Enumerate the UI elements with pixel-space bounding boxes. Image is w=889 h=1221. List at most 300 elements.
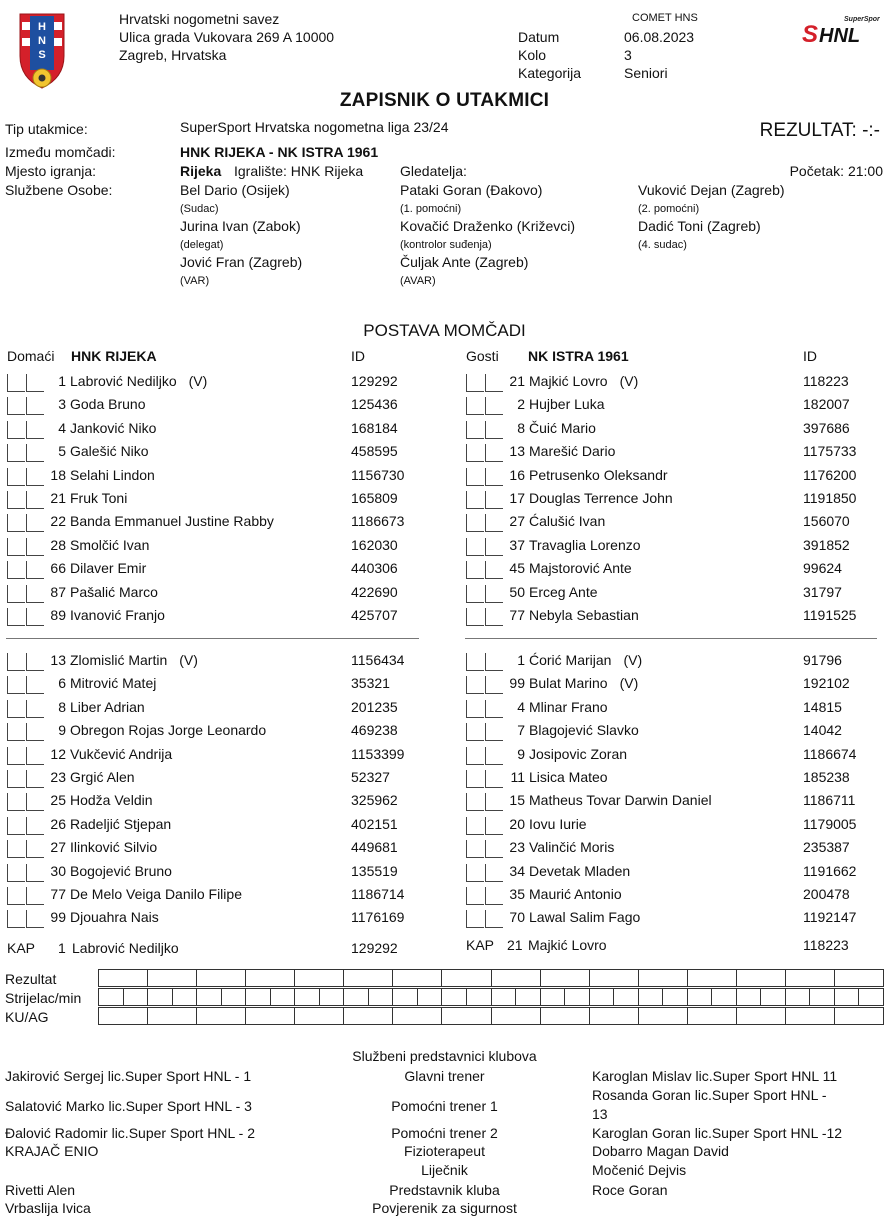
checkbox[interactable] bbox=[466, 585, 484, 603]
checkbox[interactable] bbox=[466, 561, 484, 579]
player-name-text: Vukčević Andrija bbox=[70, 745, 173, 762]
score-cell[interactable] bbox=[687, 970, 736, 987]
rep-away: Močenić Dejvis bbox=[592, 1162, 687, 1178]
player-name-text: Blagojević Slavko bbox=[529, 722, 639, 739]
player-name-text: Hodža Veldin bbox=[70, 792, 153, 809]
checkbox[interactable] bbox=[7, 608, 25, 626]
player-name-text: De Melo Veiga Danilo Filipe bbox=[70, 886, 242, 902]
sluzbene-label: Službene Osobe: bbox=[5, 182, 113, 198]
checkbox[interactable] bbox=[7, 491, 25, 509]
score-cell[interactable] bbox=[516, 989, 541, 1006]
checkbox[interactable] bbox=[466, 514, 484, 532]
score-cell[interactable] bbox=[785, 970, 834, 987]
player-name-text: Mlinar Frano bbox=[529, 698, 608, 715]
player-name bbox=[529, 373, 638, 389]
checkbox[interactable] bbox=[466, 910, 484, 928]
score-cell[interactable] bbox=[123, 989, 148, 1006]
player-number: 99 bbox=[509, 675, 525, 692]
player-number: 66 bbox=[50, 560, 66, 577]
pocetak: Početak: 21:00 bbox=[789, 163, 883, 179]
player-id: 200478 bbox=[803, 886, 850, 902]
goalkeeper-mark: (V) bbox=[619, 373, 639, 389]
score-cell[interactable] bbox=[148, 989, 173, 1006]
svg-text:H: H bbox=[38, 21, 46, 33]
rep-role: Glavni trener bbox=[404, 1068, 485, 1084]
player-name-text: Petrusenko Oleksandr bbox=[529, 466, 668, 483]
home-id-header: ID bbox=[351, 348, 365, 364]
score-cell[interactable] bbox=[295, 989, 320, 1006]
score-cell[interactable] bbox=[491, 989, 516, 1006]
player-name bbox=[529, 839, 614, 855]
player-id: 165809 bbox=[351, 490, 398, 506]
checkbox[interactable] bbox=[7, 793, 25, 811]
player-name-text: Labrović Nediljko bbox=[70, 373, 177, 389]
player-name bbox=[70, 909, 159, 925]
player-name-text: Pašalić Marco bbox=[70, 583, 158, 600]
official-role: (Sudac) bbox=[180, 203, 219, 215]
player-name bbox=[70, 675, 156, 691]
player-id: 391852 bbox=[803, 536, 850, 553]
player-id: 425707 bbox=[351, 607, 398, 623]
score-cell[interactable] bbox=[785, 989, 810, 1006]
player-name-text: Travaglia Lorenzo bbox=[529, 536, 641, 553]
player-name-text: Janković Niko bbox=[70, 419, 157, 436]
score-cell[interactable] bbox=[319, 989, 344, 1006]
checkbox[interactable] bbox=[466, 491, 484, 509]
player-name bbox=[70, 886, 242, 902]
score-cell[interactable] bbox=[99, 989, 124, 1006]
player-name-text: Matheus Tovar Darwin Daniel bbox=[529, 792, 712, 809]
player-name bbox=[70, 467, 155, 483]
divider bbox=[6, 638, 419, 639]
player-name-text: Josipovic Zoran bbox=[529, 745, 628, 762]
score-cell[interactable] bbox=[99, 970, 148, 987]
checkbox[interactable] bbox=[466, 538, 484, 556]
player-name-text: Obregon Rojas Jorge Leonardo bbox=[70, 722, 267, 739]
svg-text:S: S bbox=[802, 21, 819, 46]
away-kap-id: 118223 bbox=[803, 937, 849, 953]
score-cell[interactable] bbox=[614, 989, 639, 1006]
player-id: 14815 bbox=[803, 698, 842, 715]
score-cell[interactable] bbox=[736, 989, 761, 1006]
rep-away: Rosanda Goran lic.Super Sport HNL - bbox=[592, 1087, 827, 1103]
player-name bbox=[529, 607, 639, 623]
player-name bbox=[70, 769, 135, 785]
checkbox[interactable] bbox=[466, 676, 484, 694]
divider bbox=[465, 638, 877, 639]
igraliste: Igralište: HNK Rijeka bbox=[234, 163, 364, 179]
score-cell[interactable] bbox=[393, 989, 418, 1006]
rep-home: KRAJAČ ENIO bbox=[5, 1143, 99, 1159]
player-id: 1176200 bbox=[803, 466, 857, 483]
player-name-text: Majkić Lovro bbox=[529, 373, 608, 389]
player-id: 469238 bbox=[351, 722, 398, 739]
player-number: 34 bbox=[509, 862, 525, 879]
rep-home: Rivetti Alen bbox=[5, 1182, 76, 1198]
player-name bbox=[70, 699, 145, 715]
player-id: 1191525 bbox=[803, 607, 857, 623]
checkbox[interactable] bbox=[7, 840, 25, 858]
home-label: Domaći bbox=[7, 348, 55, 364]
checkbox[interactable] bbox=[466, 374, 484, 392]
score-cell[interactable] bbox=[859, 989, 884, 1006]
score-grid-table bbox=[98, 988, 884, 1006]
away-kap-number: 21 bbox=[507, 937, 523, 953]
checkbox[interactable] bbox=[7, 374, 25, 392]
player-name-text: Grgić Alen bbox=[70, 769, 135, 785]
player-id: 99624 bbox=[803, 560, 842, 577]
score-cell[interactable] bbox=[491, 970, 540, 987]
score-cell[interactable] bbox=[810, 989, 835, 1006]
checkbox[interactable] bbox=[466, 421, 484, 439]
player-name bbox=[70, 652, 198, 668]
player-id: 1156730 bbox=[351, 466, 405, 483]
player-number: 26 bbox=[50, 815, 66, 832]
checkbox[interactable] bbox=[466, 747, 484, 765]
score-cell[interactable] bbox=[417, 989, 442, 1006]
score-cell[interactable] bbox=[344, 970, 393, 987]
checkbox[interactable] bbox=[466, 608, 484, 626]
player-id: 1156434 bbox=[351, 652, 405, 668]
player-name bbox=[70, 746, 172, 762]
score-cell[interactable] bbox=[540, 970, 589, 987]
score-cell[interactable] bbox=[589, 989, 614, 1006]
rep-away: Dobarro Magan David bbox=[592, 1143, 729, 1159]
score-cell[interactable] bbox=[295, 970, 344, 987]
checkbox[interactable] bbox=[7, 561, 25, 579]
player-name-text: Goda Bruno bbox=[70, 396, 146, 413]
home-kap-label: KAP bbox=[7, 940, 36, 956]
score-cell[interactable] bbox=[393, 970, 442, 987]
tip-value: SuperSport Hrvatska nogometna liga 23/24 bbox=[180, 119, 449, 135]
score-cell[interactable] bbox=[834, 1008, 883, 1025]
checkbox[interactable] bbox=[466, 770, 484, 788]
away-id-header: ID bbox=[803, 348, 817, 364]
player-name-text: Smolčić Ivan bbox=[70, 536, 150, 553]
player-id: 1176169 bbox=[351, 909, 405, 926]
player-name bbox=[70, 863, 172, 879]
score-cell[interactable] bbox=[442, 1008, 491, 1025]
player-id: 1186673 bbox=[351, 513, 405, 530]
player-name-text: Erceg Ante bbox=[529, 583, 598, 600]
score-cell[interactable] bbox=[197, 970, 246, 987]
player-number: 21 bbox=[509, 373, 525, 389]
player-id: 402151 bbox=[351, 815, 398, 832]
checkbox[interactable] bbox=[7, 770, 25, 788]
kategorija-label: Kategorija bbox=[518, 65, 582, 81]
player-id: 422690 bbox=[351, 583, 398, 600]
official-role: (2. pomoćni) bbox=[638, 203, 700, 215]
score-cell[interactable] bbox=[148, 970, 197, 987]
official-name: Kovačić Draženko (Križevci) bbox=[400, 218, 576, 234]
score-cell[interactable] bbox=[834, 970, 883, 987]
rep-away-continued: 13 bbox=[592, 1106, 608, 1122]
score-cell[interactable] bbox=[638, 970, 687, 987]
score-cell[interactable] bbox=[246, 989, 271, 1006]
rep-away: Karoglan Mislav lic.Super Sport HNL 11 bbox=[592, 1068, 838, 1084]
player-name bbox=[529, 769, 608, 785]
izmedu-label: Između momčadi: bbox=[5, 144, 116, 160]
checkbox[interactable] bbox=[7, 817, 25, 835]
score-cell[interactable] bbox=[270, 989, 295, 1006]
checkbox[interactable] bbox=[7, 910, 25, 928]
score-cell[interactable] bbox=[344, 1008, 393, 1025]
player-name bbox=[70, 722, 266, 738]
player-name-text: Lisica Mateo bbox=[529, 769, 608, 785]
score-cell[interactable] bbox=[589, 1008, 638, 1025]
player-number: 35 bbox=[509, 886, 525, 902]
svg-text:S: S bbox=[38, 49, 46, 61]
player-id: 325962 bbox=[351, 792, 398, 809]
player-name bbox=[70, 584, 158, 600]
checkbox[interactable] bbox=[466, 793, 484, 811]
player-name bbox=[529, 560, 632, 576]
mjesto-label: Mjesto igranja: bbox=[5, 163, 97, 179]
player-name bbox=[529, 443, 615, 459]
player-id: 125436 bbox=[351, 396, 398, 413]
player-number: 2 bbox=[517, 396, 525, 413]
player-number: 9 bbox=[517, 745, 525, 762]
rep-home: Jakirović Sergej lic.Super Sport HNL - 1 bbox=[5, 1068, 252, 1084]
player-name bbox=[529, 675, 638, 691]
player-number: 87 bbox=[50, 583, 66, 600]
score-cell[interactable] bbox=[834, 989, 859, 1006]
player-number: 30 bbox=[50, 862, 66, 879]
rep-home: Đalović Radomir lic.Super Sport HNL - 2 bbox=[5, 1125, 256, 1141]
player-id: 192102 bbox=[803, 675, 850, 692]
player-name-text: Ćalušić Ivan bbox=[529, 513, 606, 530]
checkbox[interactable] bbox=[466, 444, 484, 462]
score-cell[interactable] bbox=[197, 989, 222, 1006]
score-cell[interactable] bbox=[589, 970, 638, 987]
reps-title: Službeni predstavnici klubova bbox=[352, 1048, 537, 1064]
player-number: 1 bbox=[58, 373, 66, 389]
player-id: 14042 bbox=[803, 722, 842, 739]
player-id: 440306 bbox=[351, 560, 398, 577]
player-number: 15 bbox=[509, 792, 525, 809]
checkbox[interactable] bbox=[7, 653, 25, 671]
checkbox[interactable] bbox=[466, 397, 484, 415]
player-name-text: Bulat Marino bbox=[529, 675, 608, 692]
player-name bbox=[529, 513, 605, 529]
mjesto-value: Rijeka bbox=[180, 163, 222, 179]
checkbox[interactable] bbox=[466, 723, 484, 741]
score-cell[interactable] bbox=[393, 1008, 442, 1025]
svg-text:N: N bbox=[38, 35, 46, 47]
player-id: 201235 bbox=[351, 698, 398, 715]
score-cell[interactable] bbox=[148, 1008, 197, 1025]
score-cell[interactable] bbox=[736, 1008, 785, 1025]
away-team: NK ISTRA 1961 bbox=[528, 348, 629, 364]
checkbox[interactable] bbox=[7, 538, 25, 556]
player-name bbox=[529, 909, 640, 925]
checkbox[interactable] bbox=[7, 585, 25, 603]
player-name-text: Majstorović Ante bbox=[529, 560, 632, 577]
score-cell[interactable] bbox=[246, 970, 295, 987]
official-role: (delegat) bbox=[180, 239, 224, 251]
player-id: 1192147 bbox=[803, 909, 857, 926]
checkbox[interactable] bbox=[466, 700, 484, 718]
player-id: 162030 bbox=[351, 536, 398, 553]
player-name bbox=[70, 420, 156, 436]
player-name bbox=[529, 537, 641, 553]
checkbox[interactable] bbox=[7, 421, 25, 439]
kuag-row-label: KU/AG bbox=[5, 1009, 49, 1025]
checkbox[interactable] bbox=[466, 840, 484, 858]
rep-away: Karoglan Goran lic.Super Sport HNL -12 bbox=[592, 1125, 843, 1141]
hns-logo bbox=[14, 8, 70, 92]
score-cell[interactable] bbox=[712, 989, 737, 1006]
player-name-text: Zlomislić Martin bbox=[70, 652, 168, 668]
checkbox[interactable] bbox=[466, 887, 484, 905]
player-name bbox=[529, 467, 668, 483]
player-number: 22 bbox=[50, 513, 66, 530]
comet-label: COMET HNS bbox=[632, 12, 698, 24]
player-id: 1186711 bbox=[803, 792, 856, 809]
score-cell[interactable] bbox=[638, 1008, 687, 1025]
player-name-text: Čuić Mario bbox=[529, 419, 596, 436]
player-name bbox=[70, 513, 274, 529]
score-cell[interactable] bbox=[368, 989, 393, 1006]
score-cell[interactable] bbox=[172, 989, 197, 1006]
checkbox[interactable] bbox=[7, 468, 25, 486]
checkbox[interactable] bbox=[7, 887, 25, 905]
score-cell[interactable] bbox=[197, 1008, 246, 1025]
org-name: Hrvatski nogometni savez bbox=[119, 11, 280, 27]
kategorija-value: Seniori bbox=[624, 65, 668, 81]
score-cell[interactable] bbox=[540, 989, 565, 1006]
player-name bbox=[529, 816, 587, 832]
checkbox[interactable] bbox=[7, 747, 25, 765]
score-cell[interactable] bbox=[491, 1008, 540, 1025]
player-name bbox=[70, 816, 171, 832]
player-number: 70 bbox=[509, 909, 525, 926]
checkbox[interactable] bbox=[7, 676, 25, 694]
player-number: 4 bbox=[58, 419, 66, 436]
rep-role: Liječnik bbox=[421, 1162, 468, 1178]
score-cell[interactable] bbox=[540, 1008, 589, 1025]
player-name bbox=[529, 722, 639, 738]
player-name-text: Douglas Terrence John bbox=[529, 490, 673, 506]
official-name: Bel Dario (Osijek) bbox=[180, 182, 290, 198]
player-name-text: Ilinković Silvio bbox=[70, 839, 158, 856]
player-id: 118223 bbox=[803, 373, 849, 389]
tip-label: Tip utakmice: bbox=[5, 121, 88, 137]
player-number: 13 bbox=[509, 443, 525, 460]
svg-text:HNL: HNL bbox=[819, 25, 861, 46]
player-name bbox=[529, 746, 627, 762]
checkbox[interactable] bbox=[7, 444, 25, 462]
score-cell[interactable] bbox=[687, 1008, 736, 1025]
official-role: (4. sudac) bbox=[638, 239, 687, 251]
player-name-text: Lawal Salim Fago bbox=[529, 909, 641, 926]
player-number: 9 bbox=[58, 722, 66, 739]
player-id: 31797 bbox=[803, 583, 842, 600]
score-cell[interactable] bbox=[687, 989, 712, 1006]
rep-role: Fizioterapeut bbox=[404, 1143, 485, 1159]
score-cell[interactable] bbox=[246, 1008, 295, 1025]
official-name: Jović Fran (Zagreb) bbox=[180, 254, 303, 270]
checkbox[interactable] bbox=[466, 653, 484, 671]
checkbox[interactable] bbox=[7, 723, 25, 741]
checkbox[interactable] bbox=[466, 864, 484, 882]
player-name bbox=[70, 607, 165, 623]
player-id: 185238 bbox=[803, 769, 850, 785]
checkbox[interactable] bbox=[7, 700, 25, 718]
player-name-text: Devetak Mladen bbox=[529, 862, 631, 879]
player-name-text: Dilaver Emir bbox=[70, 560, 147, 577]
official-name: Pataki Goran (Đakovo) bbox=[400, 182, 543, 198]
goalkeeper-mark: (V) bbox=[179, 652, 198, 668]
player-name-text: Galešić Niko bbox=[70, 443, 149, 460]
score-cell[interactable] bbox=[221, 989, 246, 1006]
home-kap-id: 129292 bbox=[351, 940, 398, 956]
checkbox[interactable] bbox=[7, 514, 25, 532]
player-id: 182007 bbox=[803, 396, 850, 413]
player-number: 12 bbox=[50, 745, 66, 762]
player-id: 235387 bbox=[803, 839, 850, 856]
player-id: 91796 bbox=[803, 652, 842, 668]
score-cell[interactable] bbox=[785, 1008, 834, 1025]
score-cell[interactable] bbox=[99, 1008, 148, 1025]
player-number: 23 bbox=[509, 839, 525, 856]
player-id: 1153399 bbox=[351, 745, 405, 762]
score-grid-table bbox=[98, 1007, 884, 1025]
score-cell[interactable] bbox=[638, 989, 663, 1006]
home-kap-name: Labrović Nediljko bbox=[72, 940, 179, 956]
player-number: 89 bbox=[50, 607, 66, 623]
goalkeeper-mark: (V) bbox=[188, 373, 208, 389]
score-cell[interactable] bbox=[442, 970, 491, 987]
score-cell[interactable] bbox=[466, 989, 491, 1006]
lineup-title: POSTAVA MOMČADI bbox=[363, 321, 526, 340]
player-name-text: Radeljić Stjepan bbox=[70, 815, 172, 832]
page-title: ZAPISNIK O UTAKMICI bbox=[339, 90, 550, 111]
goalkeeper-mark: (V) bbox=[623, 652, 643, 668]
player-name-text: Hujber Luka bbox=[529, 396, 605, 413]
goalkeeper-mark: (V) bbox=[619, 675, 639, 692]
score-cell[interactable] bbox=[736, 970, 785, 987]
score-cell[interactable] bbox=[344, 989, 369, 1006]
player-name bbox=[70, 839, 157, 855]
datum-value: 06.08.2023 bbox=[624, 29, 695, 45]
checkbox[interactable] bbox=[466, 468, 484, 486]
checkbox[interactable] bbox=[7, 864, 25, 882]
checkbox[interactable] bbox=[7, 397, 25, 415]
player-name bbox=[529, 863, 630, 879]
player-number: 4 bbox=[517, 698, 525, 715]
player-name-text: Bogojević Bruno bbox=[70, 862, 172, 879]
player-name bbox=[70, 373, 207, 389]
score-cell[interactable] bbox=[565, 989, 590, 1006]
strijelac-row-label: Strijelac/min bbox=[5, 990, 82, 1006]
player-id: 1175733 bbox=[803, 443, 857, 460]
player-number: 13 bbox=[50, 652, 66, 668]
player-name bbox=[529, 584, 598, 600]
rezultat-row-label: Rezultat bbox=[5, 971, 57, 987]
score-cell[interactable] bbox=[663, 989, 688, 1006]
rep-role: Pomoćni trener 1 bbox=[391, 1098, 498, 1114]
player-number: 21 bbox=[50, 490, 66, 506]
score-cell[interactable] bbox=[295, 1008, 344, 1025]
score-cell[interactable] bbox=[761, 989, 786, 1006]
score-cell[interactable] bbox=[442, 989, 467, 1006]
checkbox[interactable] bbox=[466, 817, 484, 835]
player-number: 5 bbox=[58, 443, 66, 460]
player-name-text: Ćorić Marijan bbox=[529, 652, 612, 668]
player-id: 1191662 bbox=[803, 862, 857, 879]
shnl-logo bbox=[800, 12, 880, 46]
